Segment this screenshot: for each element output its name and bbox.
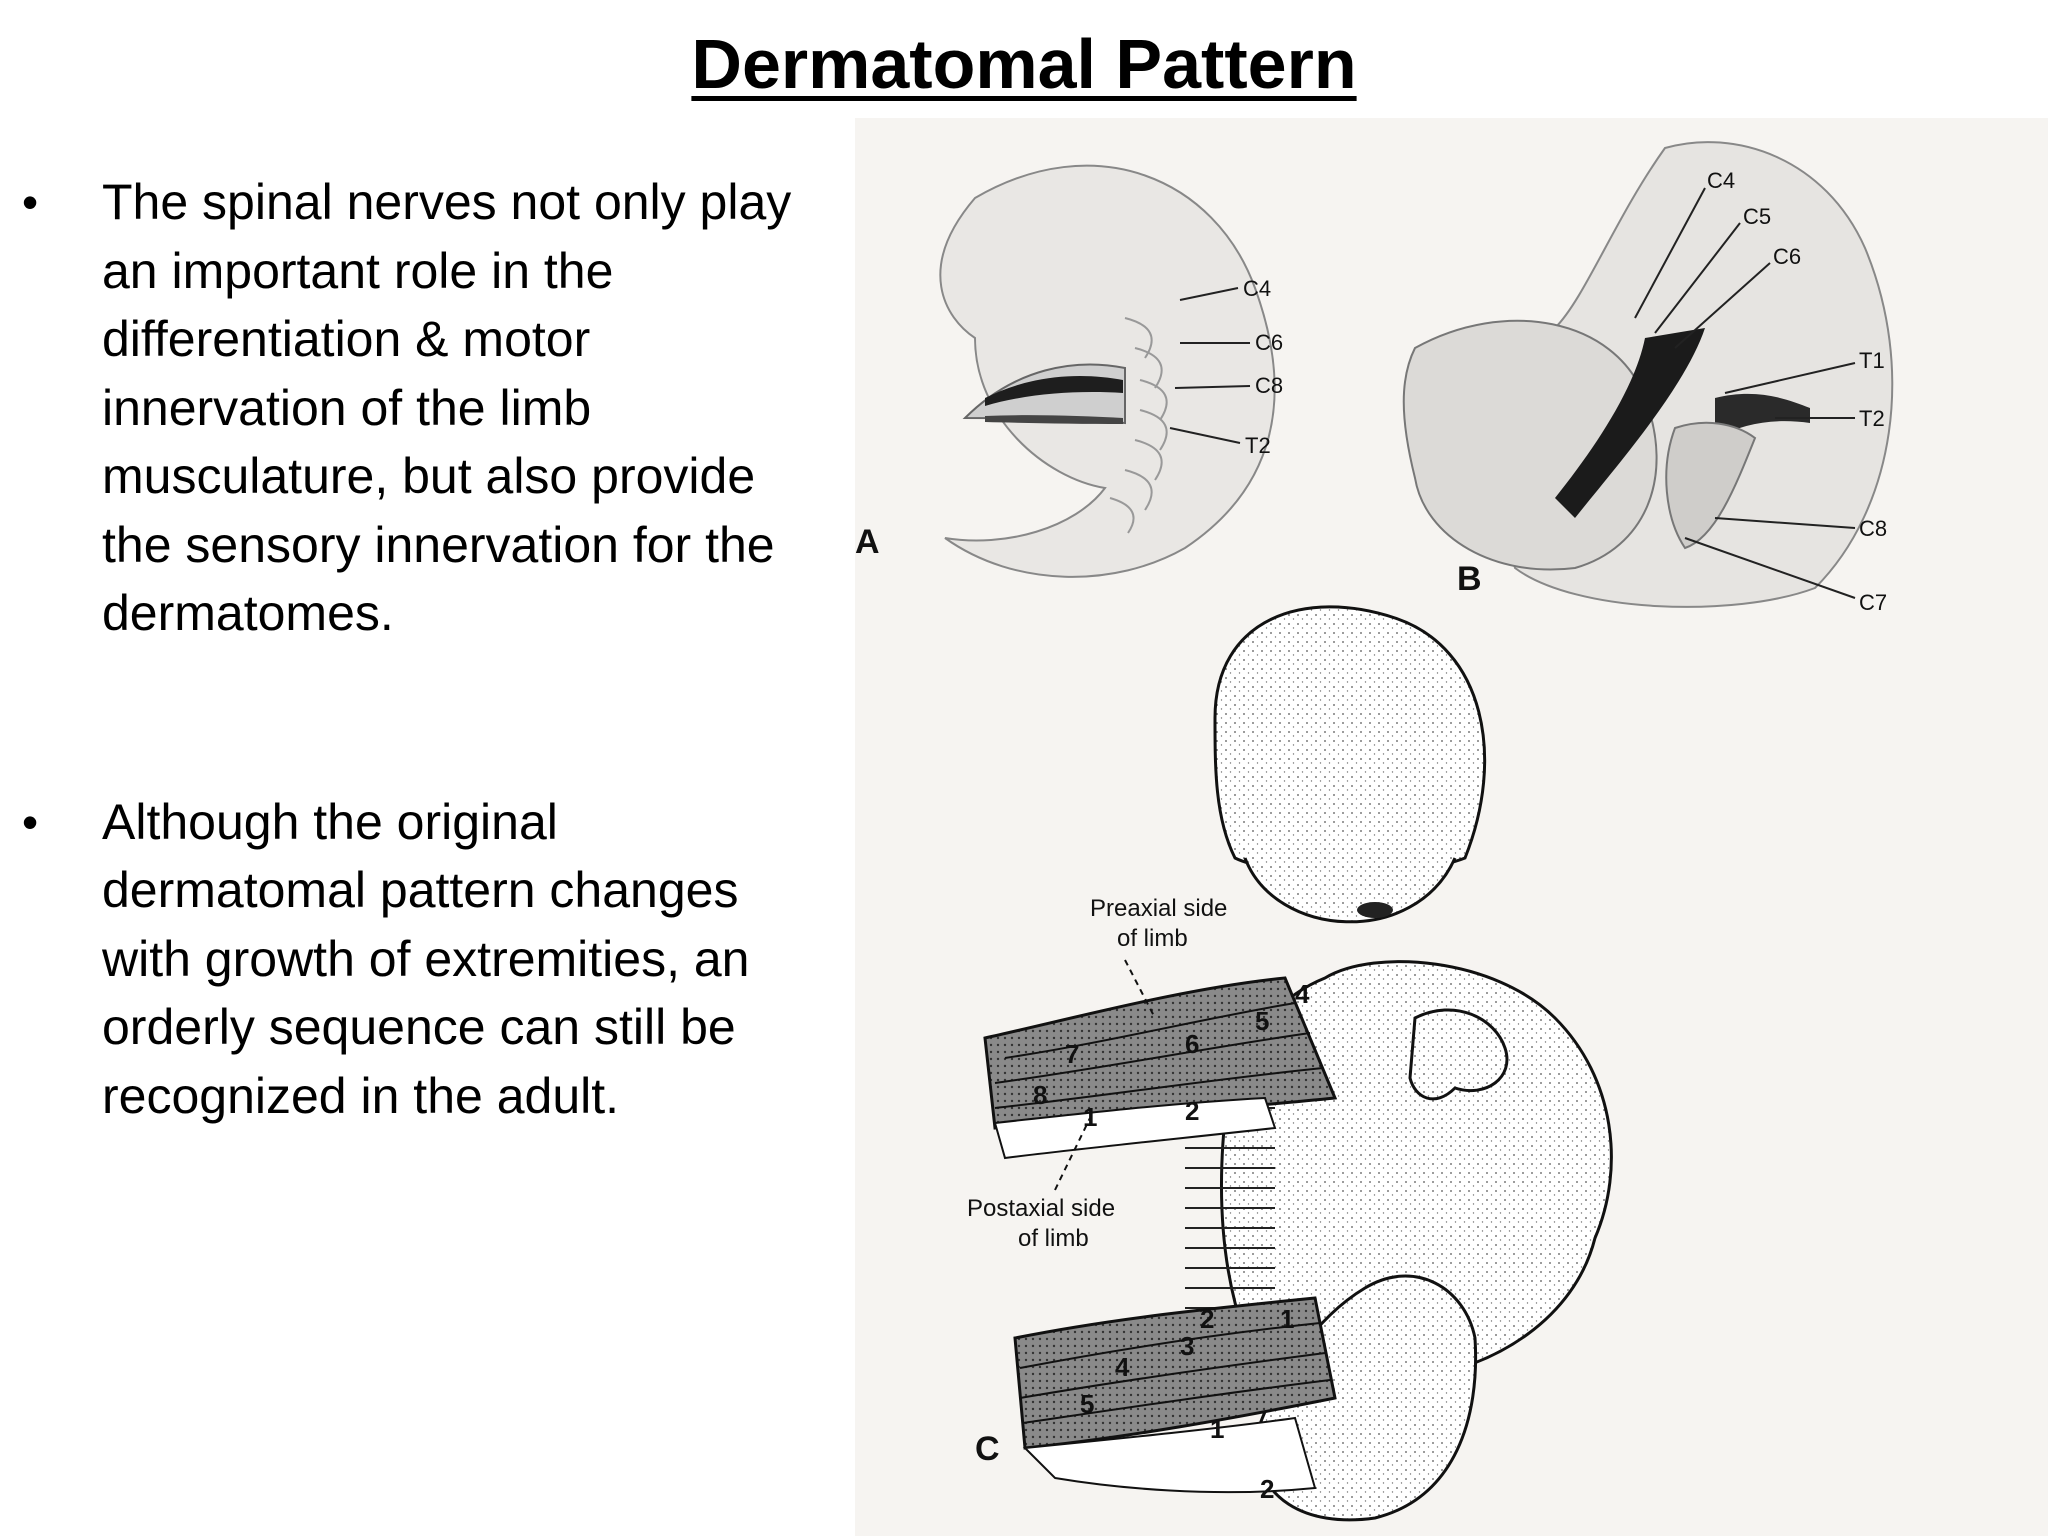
dermatome-number: 6 [1185, 1029, 1200, 1059]
slide-title [0, 22, 2048, 106]
bullet-item [22, 168, 822, 648]
panel-b-label: C8 [1859, 516, 1888, 541]
panel-a-label: C4 [1243, 276, 1272, 301]
panel-a-letter: A [855, 523, 880, 561]
panel-b-label: T2 [1859, 406, 1885, 431]
dermatome-number: 7 [1065, 1039, 1080, 1069]
bullet-text: The spinal nerves not only play an important role in the differentiation & motor innervation of the limb musculature, but also provide the sensory innervation for the dermatomes. [102, 174, 792, 641]
dermatome-number: 4 [1295, 979, 1310, 1009]
bullet-dot-icon: • [22, 176, 39, 228]
postaxial-label: Postaxial side [967, 1195, 1116, 1222]
panel-a-label: C6 [1255, 330, 1284, 355]
dermatome-number: 1 [1210, 1414, 1225, 1444]
dermatome-number: 8 [1033, 1080, 1048, 1110]
panel-b-label: T1 [1859, 348, 1885, 373]
panel-a-illustration [855, 166, 1283, 577]
panel-b-label: C4 [1707, 168, 1736, 193]
embryo-dermatome-figure [855, 118, 2048, 1536]
dermatome-number: 2 [1200, 1304, 1215, 1334]
preaxial-label: of limb [1117, 925, 1188, 952]
dermatome-number: 2 [1260, 1474, 1275, 1504]
panel-a-label: C8 [1255, 373, 1284, 398]
panel-c-illustration [967, 607, 1611, 1520]
preaxial-label: Preaxial side [1090, 895, 1228, 922]
dermatome-number: 4 [1115, 1352, 1130, 1382]
panel-b-illustration [1404, 142, 1893, 615]
panel-b-label: C6 [1773, 244, 1802, 269]
postaxial-label: of limb [1018, 1225, 1089, 1252]
panel-c-letter: C [975, 1430, 1000, 1468]
panel-b-label: C5 [1743, 204, 1772, 229]
dermatome-number: 3 [1180, 1331, 1195, 1361]
dermatome-number: 5 [1080, 1389, 1095, 1419]
panel-b-letter: B [1457, 560, 1482, 598]
dermatome-number: 5 [1255, 1006, 1270, 1036]
slide-title-text: Dermatomal Pattern [691, 25, 1357, 103]
bullet-dot-icon: • [22, 795, 39, 848]
bullet-text: Although the original dermatomal pattern changes with growth of extremities, an orderly sequence can still be recognized in the adult. [102, 793, 750, 1124]
dermatome-number: 1 [1083, 1102, 1098, 1132]
panel-a-label: T2 [1245, 433, 1271, 458]
panel-b-label: C7 [1859, 590, 1888, 615]
bullet-list [22, 168, 822, 1270]
dermatome-number: 1 [1280, 1304, 1295, 1334]
bullet-item [22, 788, 822, 1131]
dermatome-number: 2 [1185, 1096, 1200, 1126]
